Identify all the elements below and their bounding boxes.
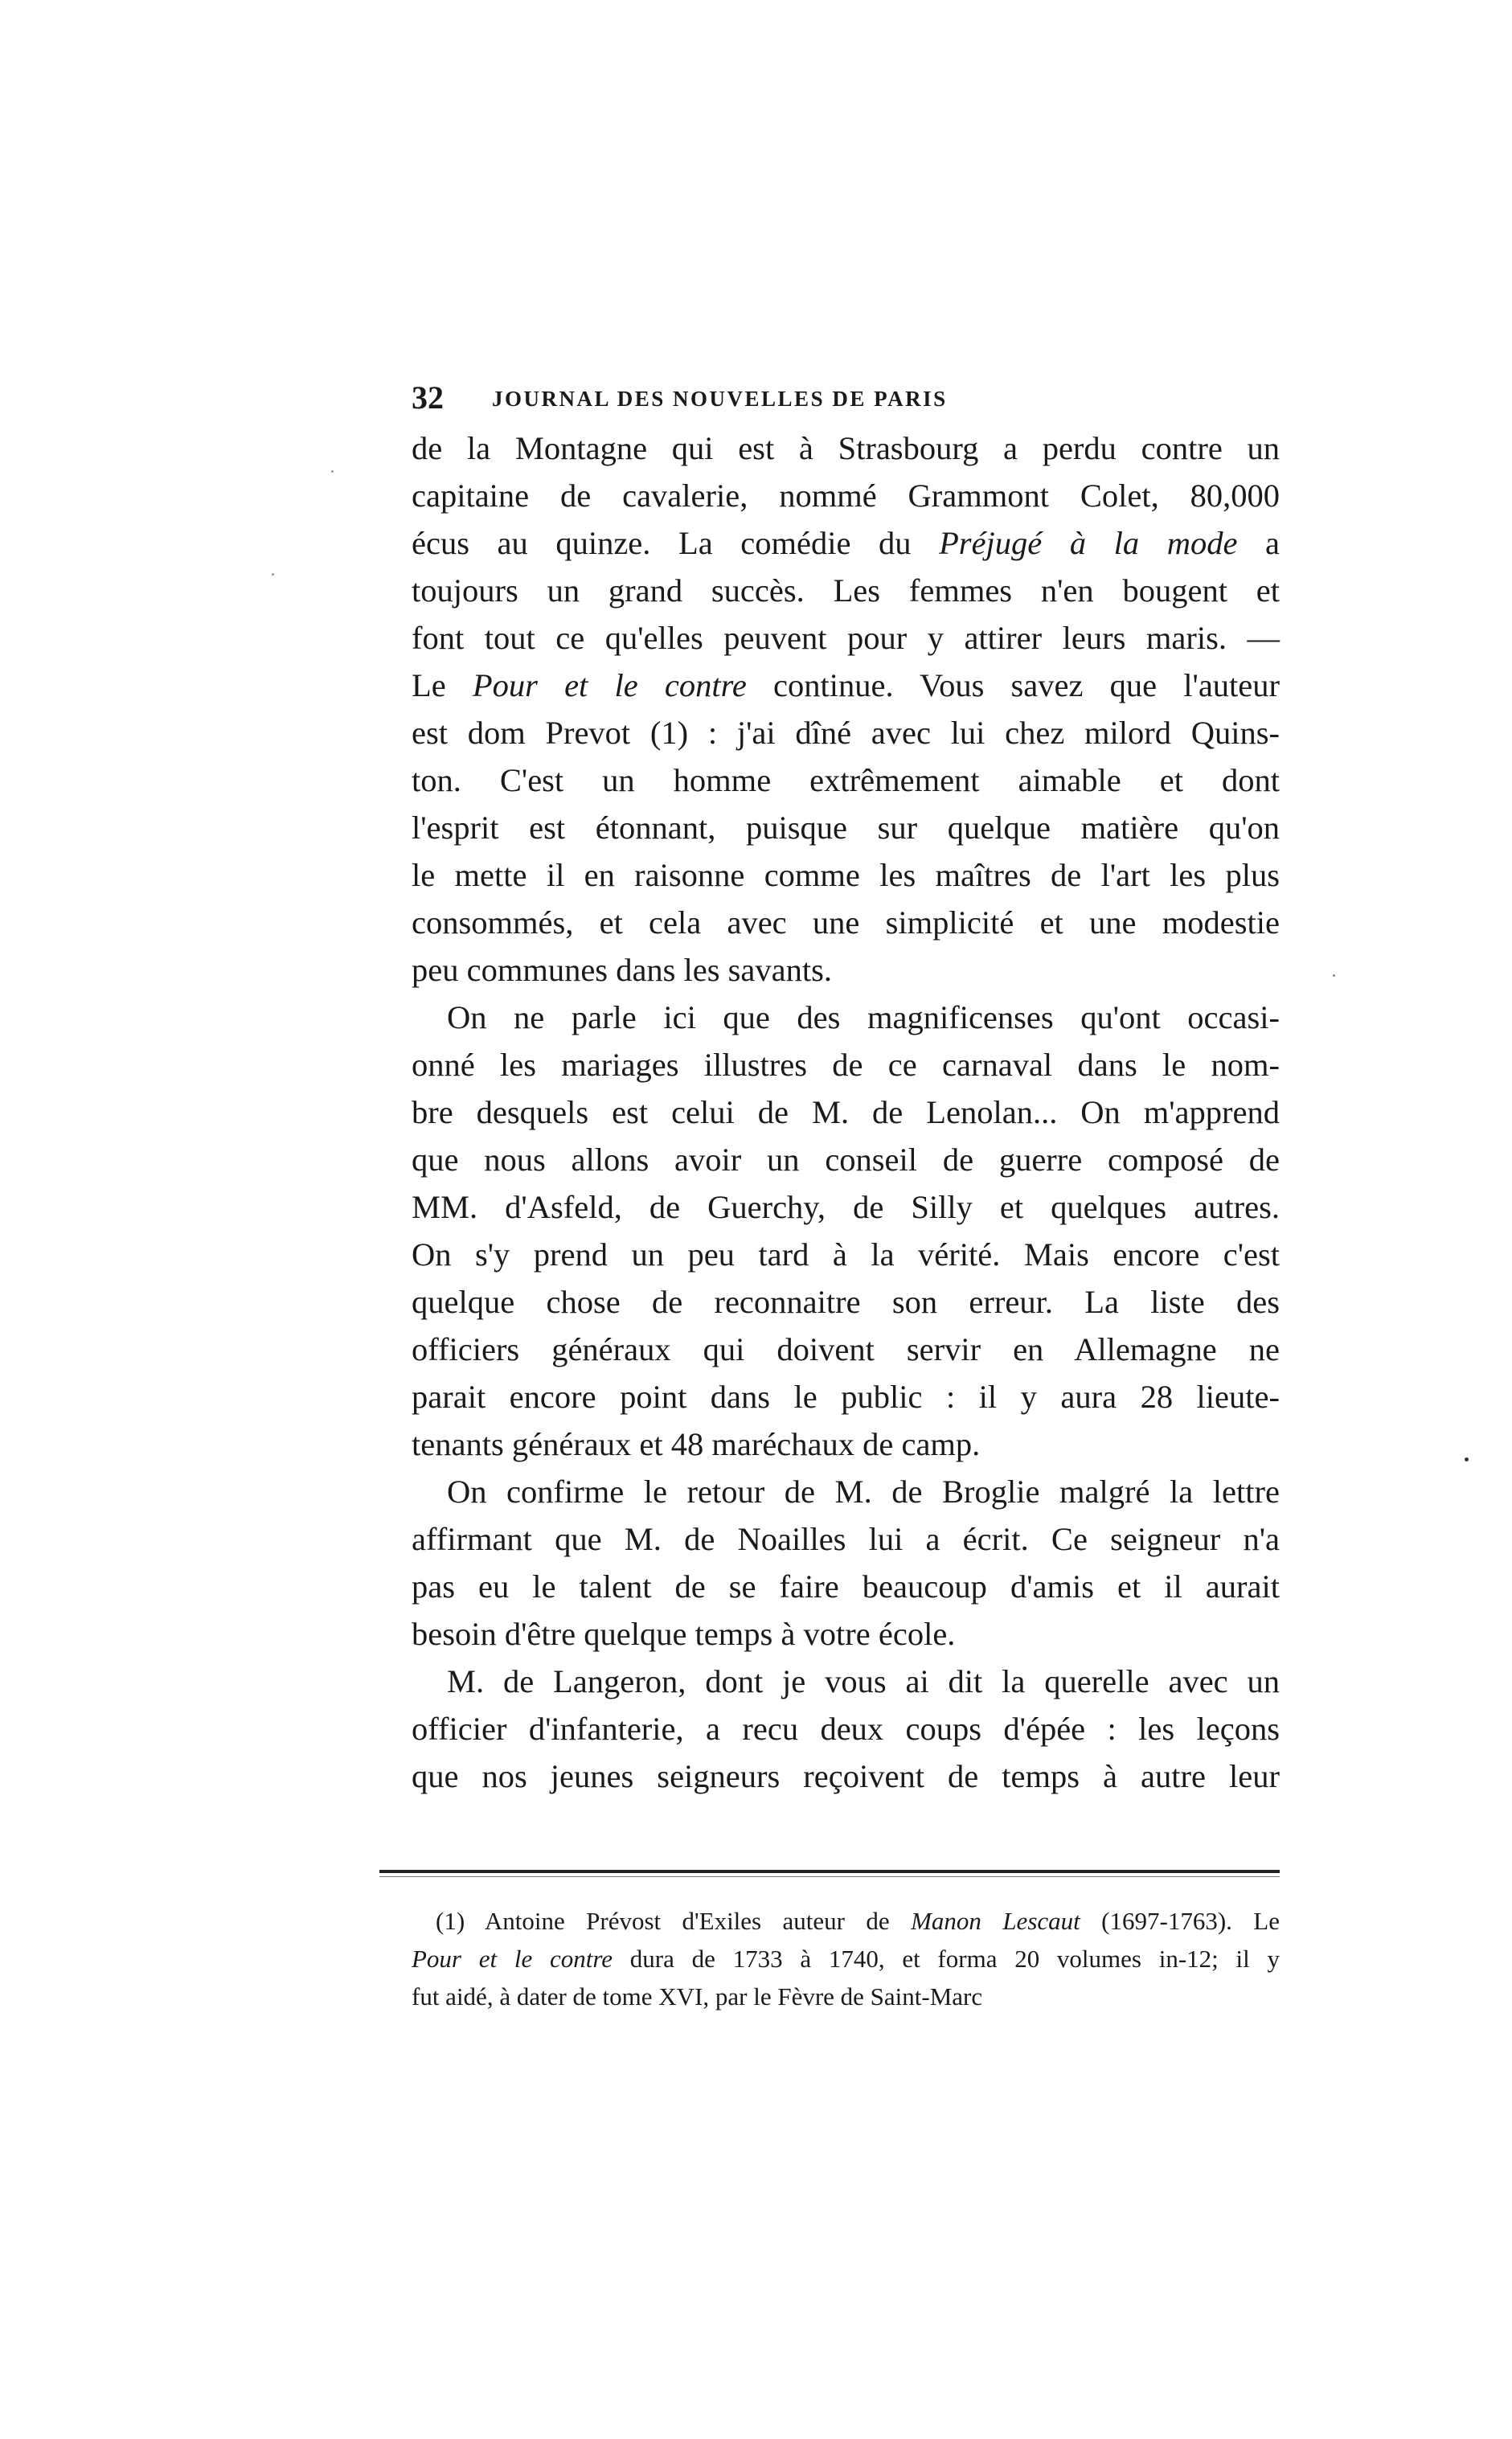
page-number: 32 <box>412 379 444 416</box>
footnote-line: Pour et le contre dura de 1733 à 1740, et forma 20 volumes in-12; il y <box>412 1945 1280 1973</box>
body-text <box>412 424 1280 1800</box>
periodical-title: Pour et le contre <box>412 1945 613 1973</box>
text-line: l'esprit est étonnant, puisque sur quelque matière qu'on <box>412 810 1280 846</box>
text-line: MM. d'Asfeld, de Guerchy, de Silly et quelques autres. <box>412 1189 1280 1225</box>
paper-speck <box>1465 1457 1469 1461</box>
running-title: JOURNAL DES NOUVELLES DE PARIS <box>492 387 948 411</box>
periodical-title: Pour et le contre <box>472 667 747 703</box>
paper-speck <box>272 573 274 576</box>
text-line: besoin d'être quelque temps à votre école. <box>412 1616 956 1652</box>
novel-title: Manon Lescaut <box>911 1907 1080 1935</box>
text-line: officiers généraux qui doivent servir en Allemagne ne <box>412 1331 1280 1367</box>
footnote-line: fut aidé, à dater de tome XVI, par le Fèvre de Saint-Marc <box>412 1982 983 2011</box>
footnote <box>412 1902 1280 2015</box>
text-line: que nous allons avoir un conseil de guerre composé de <box>412 1142 1280 1178</box>
text-line: capitaine de cavalerie, nommé Grammont Colet, 80,000 <box>412 478 1280 514</box>
text-line: quelque chose de reconnaitre son erreur. La liste des <box>412 1284 1280 1320</box>
text-line: peu communes dans les savants. <box>412 952 833 988</box>
text-line: consommés, et cela avec une simplicité et une modestie <box>412 904 1280 941</box>
play-title: Préjugé à la mode <box>939 525 1238 561</box>
text-line: écus au quinze. La comédie du Préjugé à la mode a <box>412 525 1280 561</box>
paper-speck <box>331 470 334 473</box>
text-line: onné les mariages illustres de ce carnaval dans le nom- <box>412 1047 1280 1083</box>
page-header <box>412 378 1280 418</box>
text-line: parait encore point dans le public : il y aura 28 lieute- <box>412 1379 1280 1415</box>
footnote-divider-thin <box>379 1876 1280 1877</box>
text-line: de la Montagne qui est à Strasbourg a perdu contre un <box>412 430 1280 466</box>
text-line: Le Pour et le contre continue. Vous savez que l'auteur <box>412 667 1280 703</box>
text-line: On s'y prend un peu tard à la vérité. Mais encore c'est <box>412 1236 1280 1273</box>
text-line: pas eu le talent de se faire beaucoup d'amis et il aurait <box>412 1568 1280 1605</box>
text-line: On ne parle ici que des magnificenses qu'ont occasi- <box>447 999 1280 1035</box>
text-line: bre desquels est celui de M. de Lenolan... On m'apprend <box>412 1094 1280 1130</box>
footnote-divider <box>379 1870 1280 1873</box>
text-line: toujours un grand succès. Les femmes n'en bougent et <box>412 572 1280 609</box>
text-line: que nos jeunes seigneurs reçoivent de temps à autre leur <box>412 1758 1280 1794</box>
text-line: est dom Prevot (1) : j'ai dîné avec lui chez milord Quins- <box>412 715 1280 751</box>
footnote-line: (1) Antoine Prévost d'Exiles auteur de Manon Lescaut (1697-1763). Le <box>436 1907 1280 1935</box>
text-line: tenants généraux et 48 maréchaux de camp. <box>412 1426 981 1462</box>
text-line: ton. C'est un homme extrêmement aimable et dont <box>412 762 1280 798</box>
text-line: affirmant que M. de Noailles lui a écrit. Ce seigneur n'a <box>412 1521 1280 1557</box>
text-line: officier d'infanterie, a recu deux coups d'épée : les leçons <box>412 1711 1280 1747</box>
text-line: font tout ce qu'elles peuvent pour y attirer leurs maris. — <box>412 620 1280 656</box>
text-line: le mette il en raisonne comme les maîtres de l'art les plus <box>412 857 1280 893</box>
paper-speck <box>1333 974 1335 977</box>
text-line: M. de Langeron, dont je vous ai dit la querelle avec un <box>447 1663 1280 1699</box>
text-line: On confirme le retour de M. de Broglie malgré la lettre <box>447 1474 1280 1510</box>
